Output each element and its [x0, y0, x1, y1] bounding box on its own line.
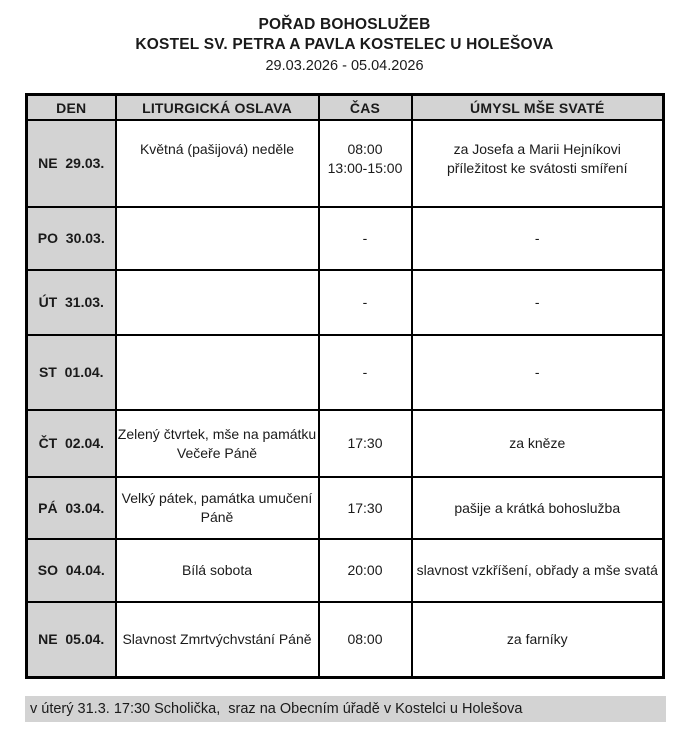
- day-cell: SO 04.04.: [27, 539, 116, 602]
- time-cell: 08:00: [319, 602, 412, 677]
- schedule-table: [25, 93, 665, 679]
- time-cell: 20:00: [319, 539, 412, 602]
- column-header-celebration: LITURGICKÁ OSLAVA: [116, 95, 319, 121]
- celebration-text: Květná (pašijová) neděle: [139, 141, 295, 157]
- time-cell: -: [319, 335, 412, 410]
- day-cell: ST 01.04.: [27, 335, 116, 410]
- intention-cell: pašije a krátká bohoslužba: [412, 477, 664, 539]
- celebration-cell: [116, 120, 319, 207]
- intention-value: za Josefa a Marii Hejníkovi: [453, 141, 621, 157]
- intention-cell: -: [412, 207, 664, 270]
- intention-cell: za farníky: [412, 602, 664, 677]
- celebration-cell: Slavnost Zmrtvýchvstání Páně: [116, 602, 319, 677]
- day-cell: NE 29.03.: [27, 120, 116, 207]
- table-row: [27, 477, 664, 539]
- intention-value: příležitost ke svátosti smíření: [446, 160, 628, 176]
- intention-cell: [412, 120, 664, 207]
- time-value: 08:00: [347, 141, 383, 157]
- date-range: 29.03.2026 - 05.04.2026: [265, 58, 424, 74]
- column-header-day: DEN: [27, 95, 116, 121]
- celebration-cell: Bílá sobota: [116, 539, 319, 602]
- column-header-intention: ÚMYSL MŠE SVATÉ: [412, 95, 664, 121]
- page-title: POŘAD BOHOSLUŽEB: [258, 16, 431, 33]
- time-cell: 17:30: [319, 477, 412, 539]
- time-cell: 17:30: [319, 410, 412, 477]
- day-cell: ČT 02.04.: [27, 410, 116, 477]
- table-row: [27, 207, 664, 270]
- day-cell: PÁ 03.04.: [27, 477, 116, 539]
- intention-cell: -: [412, 270, 664, 335]
- time-value: 13:00-15:00: [327, 160, 403, 176]
- day-cell: ÚT 31.03.: [27, 270, 116, 335]
- table-header-row: [27, 95, 664, 121]
- celebration-cell: Zelený čtvrtek, mše na památku Večeře Páně: [116, 410, 319, 477]
- intention-cell: slavnost vzkříšení, obřady a mše svatá: [412, 539, 664, 602]
- intention-cell: za kněze: [412, 410, 664, 477]
- table-row: [27, 120, 664, 207]
- church-name: KOSTEL SV. PETRA A PAVLA KOSTELEC U HOLEŠOVA: [135, 36, 554, 53]
- celebration-cell: [116, 207, 319, 270]
- day-cell: PO 30.03.: [27, 207, 116, 270]
- celebration-cell: [116, 335, 319, 410]
- table-row: [27, 539, 664, 602]
- celebration-cell: Velký pátek, památka umučení Páně: [116, 477, 319, 539]
- time-cell: -: [319, 270, 412, 335]
- column-header-time: ČAS: [319, 95, 412, 121]
- intention-cell: -: [412, 335, 664, 410]
- day-cell: NE 05.04.: [27, 602, 116, 677]
- time-cell: [319, 120, 412, 207]
- table-row: [27, 270, 664, 335]
- table-row: [27, 335, 664, 410]
- footer-note: v úterý 31.3. 17:30 Scholička, sraz na Obecním úřadě v Kostelci u Holešova: [25, 696, 666, 722]
- table-row: [27, 410, 664, 477]
- table-row: [27, 602, 664, 677]
- time-cell: -: [319, 207, 412, 270]
- celebration-cell: [116, 270, 319, 335]
- title-block: [0, 0, 689, 76]
